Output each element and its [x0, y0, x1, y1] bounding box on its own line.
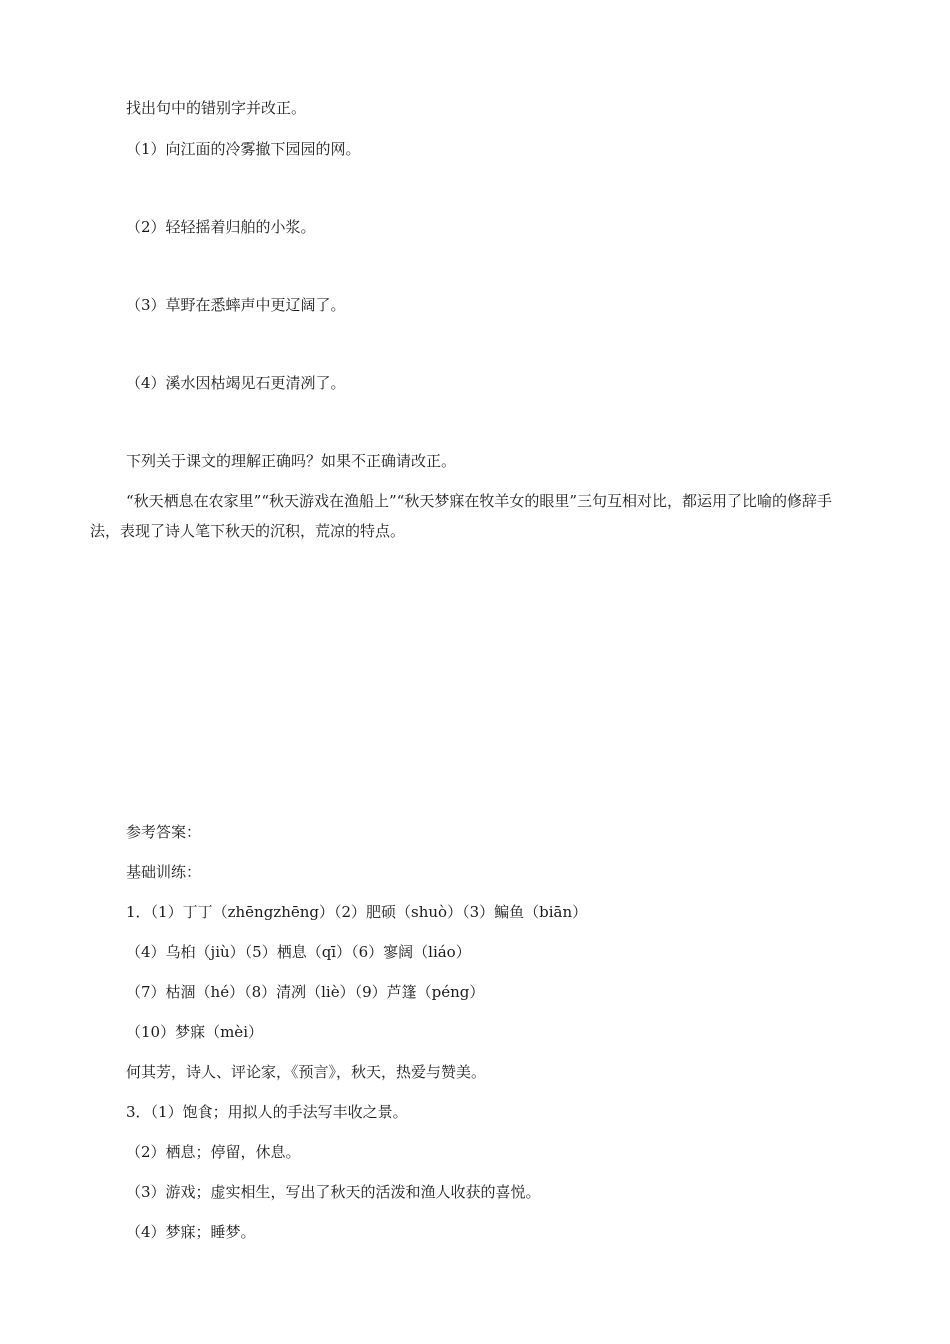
question-typo-item-4: （4）溪水因枯竭见石更清冽了。	[126, 374, 346, 392]
answer-line-4: （10）梦寐（mèi）	[126, 1023, 263, 1041]
answer-line-8: （3）游戏；虚实相生，写出了秋天的活泼和渔人收获的喜悦。	[126, 1183, 541, 1201]
question-typo-prompt: 找出句中的错别字并改正。	[126, 99, 307, 117]
answer-line-6: 3．（1）饱食；用拟人的手法写丰收之景。	[126, 1103, 408, 1121]
answer-line-7: （2）栖息；停留，休息。	[126, 1143, 301, 1161]
answer-line-5: 何其芳，诗人、评论家，《预言》，秋天，热爱与赞美。	[126, 1063, 487, 1081]
answer-line-1: 1．（1）丁丁（zhēngzhēng）（2）肥硕（shuò）（3）鳊鱼（biān）	[126, 903, 588, 921]
question-understand-body: “秋天栖息在农家里”“秋天游戏在渔船上”“秋天梦寐在牧羊女的眼里”三句互相对比，都运用了比喻的修辞手法，表现了诗人笔下秋天的沉积，荒凉的特点。	[90, 492, 833, 540]
question-typo-item-1: （1）向江面的冷雾撤下园园的网。	[126, 140, 361, 158]
answers-section-title: 基础训练：	[126, 863, 202, 881]
answer-line-9: （4）梦寐；睡梦。	[126, 1223, 256, 1241]
question-understand-prompt: 下列关于课文的理解正确吗？如果不正确请改正。	[126, 452, 457, 470]
question-typo-item-3: （3）草野在悉蟀声中更辽阔了。	[126, 296, 346, 314]
answer-line-3: （7）枯涸（hé）（8）清冽（liè）（9）芦篷（péng）	[126, 983, 485, 1001]
question-typo-item-2: （2）轻轻摇着归舶的小浆。	[126, 218, 316, 236]
answers-heading: 参考答案：	[126, 823, 202, 841]
answer-line-2: （4）乌桕（jiù）（5）栖息（qī）（6）寥阔（liáo）	[126, 943, 471, 961]
